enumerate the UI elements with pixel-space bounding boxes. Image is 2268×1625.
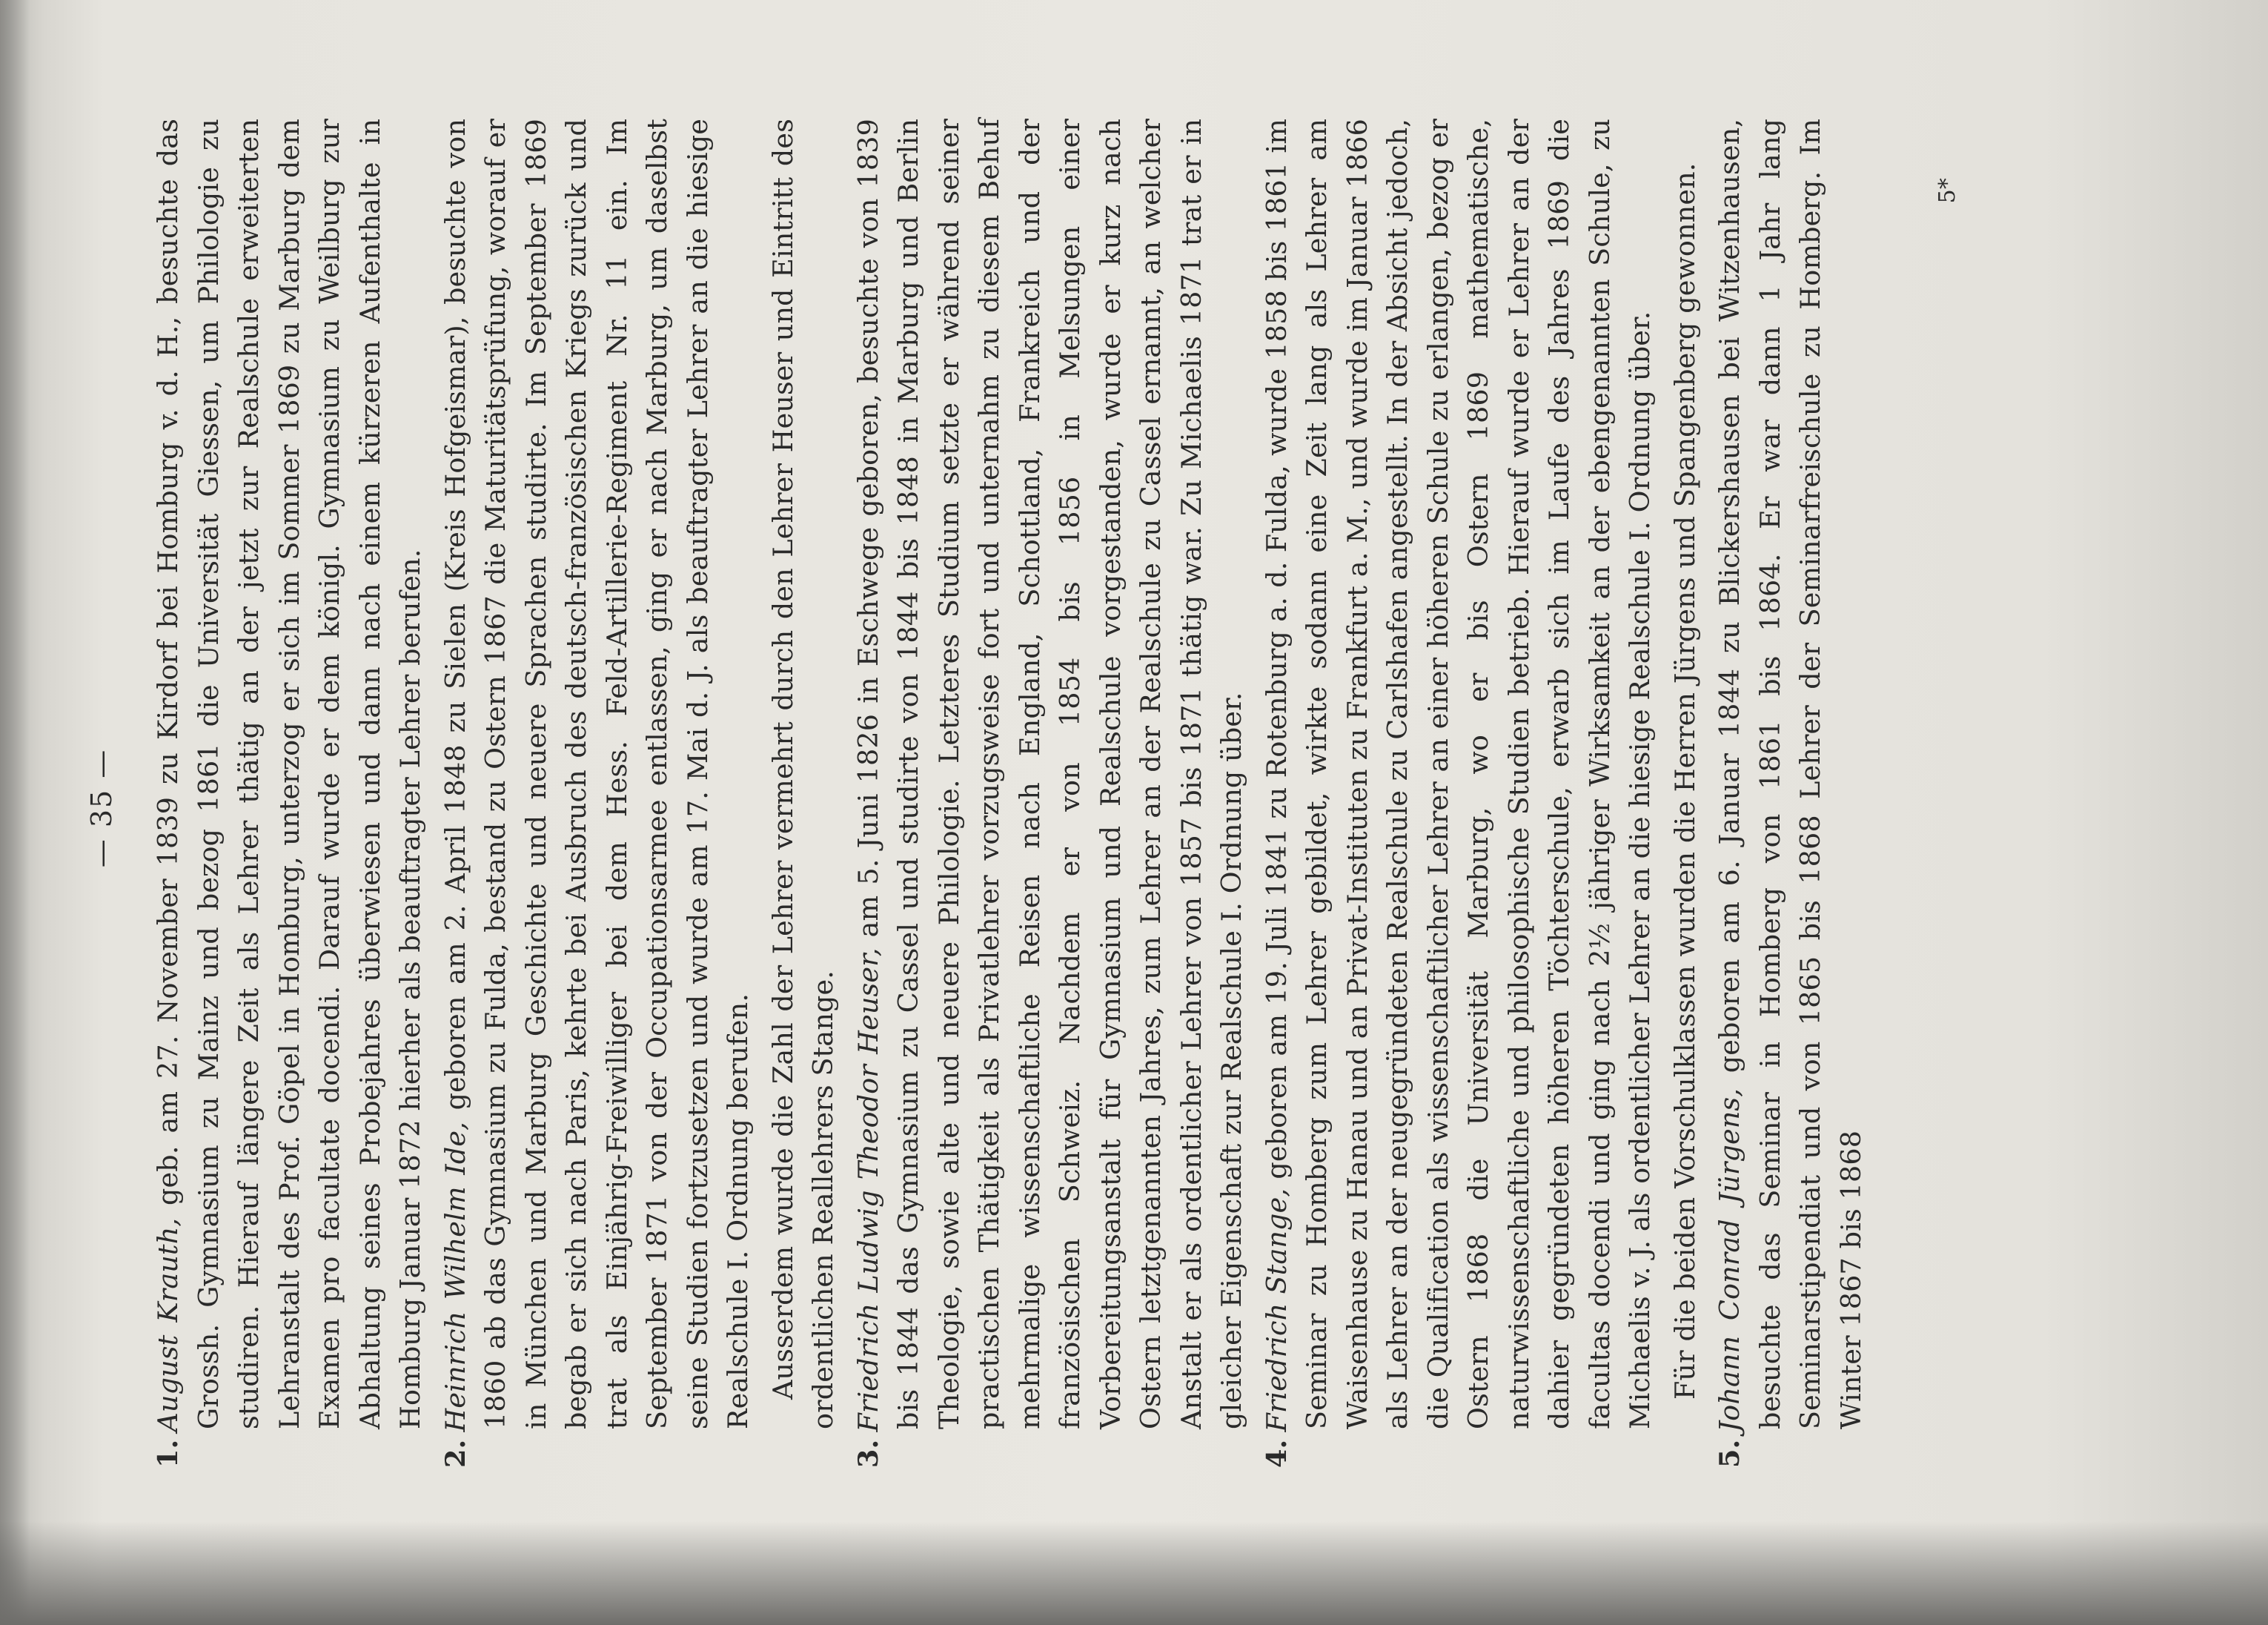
entry-text: am 5. Juni 1826 in Eschwege geboren, besuchte von 1839 bis 1844 das Gymnasium zu Cassel und studirte von 1844 bis 1848 in Marburg und Berlin Theologie, sowie alte und neuere Philologie. Letzteres Studium setzte er während seiner practischen Thätigkeit als Privatlehrer vorzugsweise fort und unternahm zu diesem Behuf mehrmalige wissenschaftliche Reisen nach England, Schottland, Frankreich und der französischen Schweiz. Nachdem er von 1854 bis 1856 in Melsungen einer Vorbereitungsanstalt für Gymnasium und Realschule vorgestanden, wurde er kurz nach Ostern letztgenannten Jahres, zum Lehrer an der Realschule zu Cassel ernannt, an welcher Anstalt er als ordentlicher Lehrer von 1857 bis 1871 thätig war. Zu Michaelis 1871 trat er in gleicher Eigenschaft zur Realschule I. Ordnung über. (852, 119, 1247, 1429)
page-number: — 35 — (85, 748, 118, 868)
entry-number: 5. (1714, 1439, 1745, 1468)
entry-text: geboren am 19. Juli 1841 zu Rotenburg a. d. Fulda, wurde 1858 bis 1861 im Seminar zu Homberg zum Lehrer gebildet, wirkte sodann eine Zeit lang als Lehrer am Waisenhause zu Hanau und an Privat-Instituten zu Frankfurt a. M., und wurde im Januar 1866 als Lehrer an der neugegründeten Realschule zu Carlshafen angestellt. In der Absicht jedoch, die Qualification als wissenschaftlicher Lehrer an einer höheren Schule zu erlangen, bezog er Ostern 1868 die Universität Marburg, wo er bis Ostern 1869 mathematische, naturwissenschaftliche und philosophische Studien betrieb. Hierauf wurde er Lehrer an der dahier gegründeten höheren Töchterschule, erwarb sich im Laufe des Jahres 1869 die facultas docendi und ging nach 2½ jähriger Wirksamkeit an der ebengenannten Schule, zu Michaelis v. J. als ordentlicher Lehrer an die hiesige Realschule I. Ordnung über. (1260, 119, 1656, 1429)
entry-name: Heinrich Wilhelm Ide, (439, 1122, 471, 1432)
paragraph-additional-teachers: Ausserdem wurde die Zahl der Lehrer vermehrt durch den Lehrer Heuser und Eintritt des ordentlichen Reallehrers Stange. (766, 119, 839, 1429)
scan-edge-bottom (0, 1521, 2268, 1625)
entry-text: geb. am 27. November 1839 zu Kirdorf bei Homburg v. d. H., besuchte das Grossh. Gymnasium zu Mainz und bezog 1861 die Universität Giessen, um Philologie zu studiren. Hierauf längere Zeit als Lehrer thätig an der jetzt zur Realschule erweiterten Lehranstalt des Prof. Göpel in Homburg, unterzog er sich im Sommer 1869 zu Marburg dem Examen pro facultate docendi. Darauf wurde er dem königl. Gymnasium zu Weilburg zur Abhaltung seines Probejahres überwiesen und dann nach einem kürzeren Aufenthalte in Homburg Januar 1872 hierher als beauftragter Lehrer berufen. (152, 119, 426, 1429)
entry-number: 2. (439, 1439, 471, 1468)
entry-juergens (1710, 119, 1871, 1468)
entry-number: 3. (852, 1439, 884, 1468)
entry-name: August Krauth, (152, 1217, 184, 1432)
entry-number: 1. (152, 1439, 184, 1468)
scan-edge-left (0, 0, 30, 1625)
entry-krauth (148, 119, 431, 1468)
entry-stange (1257, 119, 1661, 1468)
entry-name: Friedrich Ludwig Theodor Heuser, (852, 947, 884, 1432)
rotated-printed-page (37, 67, 2038, 1549)
paragraph-preschool-teachers: Für die beiden Vorschulklassen wurden die Herren Jürgens und Spangenberg gewonnen. (1668, 162, 1701, 1400)
signature-mark: 5* (1934, 178, 1960, 204)
entry-name: Johann Conrad Jürgens, (1714, 1088, 1745, 1432)
entry-ide (436, 119, 759, 1468)
entry-number: 4. (1260, 1439, 1293, 1468)
entry-text: geboren am 6. Januar 1844 zu Blickershausen bei Witzenhausen, besuchte das Seminar in Homberg von 1861 bis 1864. Er war dann 1 Jahr lang Seminarstipendiat und von 1865 bis 1868 Lehrer der Seminarfreischule zu Homberg. Im Winter 1867 bis 1868 (1714, 119, 1867, 1429)
entry-text: geboren am 2. April 1848 zu Sielen (Kreis Hofgeismar), besuchte von 1860 ab das Gymnasium zu Fulda, bestand zu Ostern 1867 die Maturitätsprüfung, worauf er in München und Marburg Geschichte und neuere Sprachen studirte. Im September 1869 begab er sich nach Paris, kehrte bei Ausbruch des deutsch-französischen Kriegs zurück und trat als Einjährig-Freiwilliger bei dem Hess. Feld-Artillerie-Regiment Nr. 11 ein. Im September 1871 von der Occupationsarmee entlassen, ging er nach Marburg, um daselbst seine Studien fortzusetzen und wurde am 17. Mai d. J. als beauftragter Lehrer an die hiesige Realschule I. Ordnung berufen. (439, 118, 754, 1429)
entry-name: Friedrich Stange, (1260, 1188, 1293, 1432)
page-body (148, 119, 1876, 1468)
entry-heuser (849, 119, 1253, 1468)
